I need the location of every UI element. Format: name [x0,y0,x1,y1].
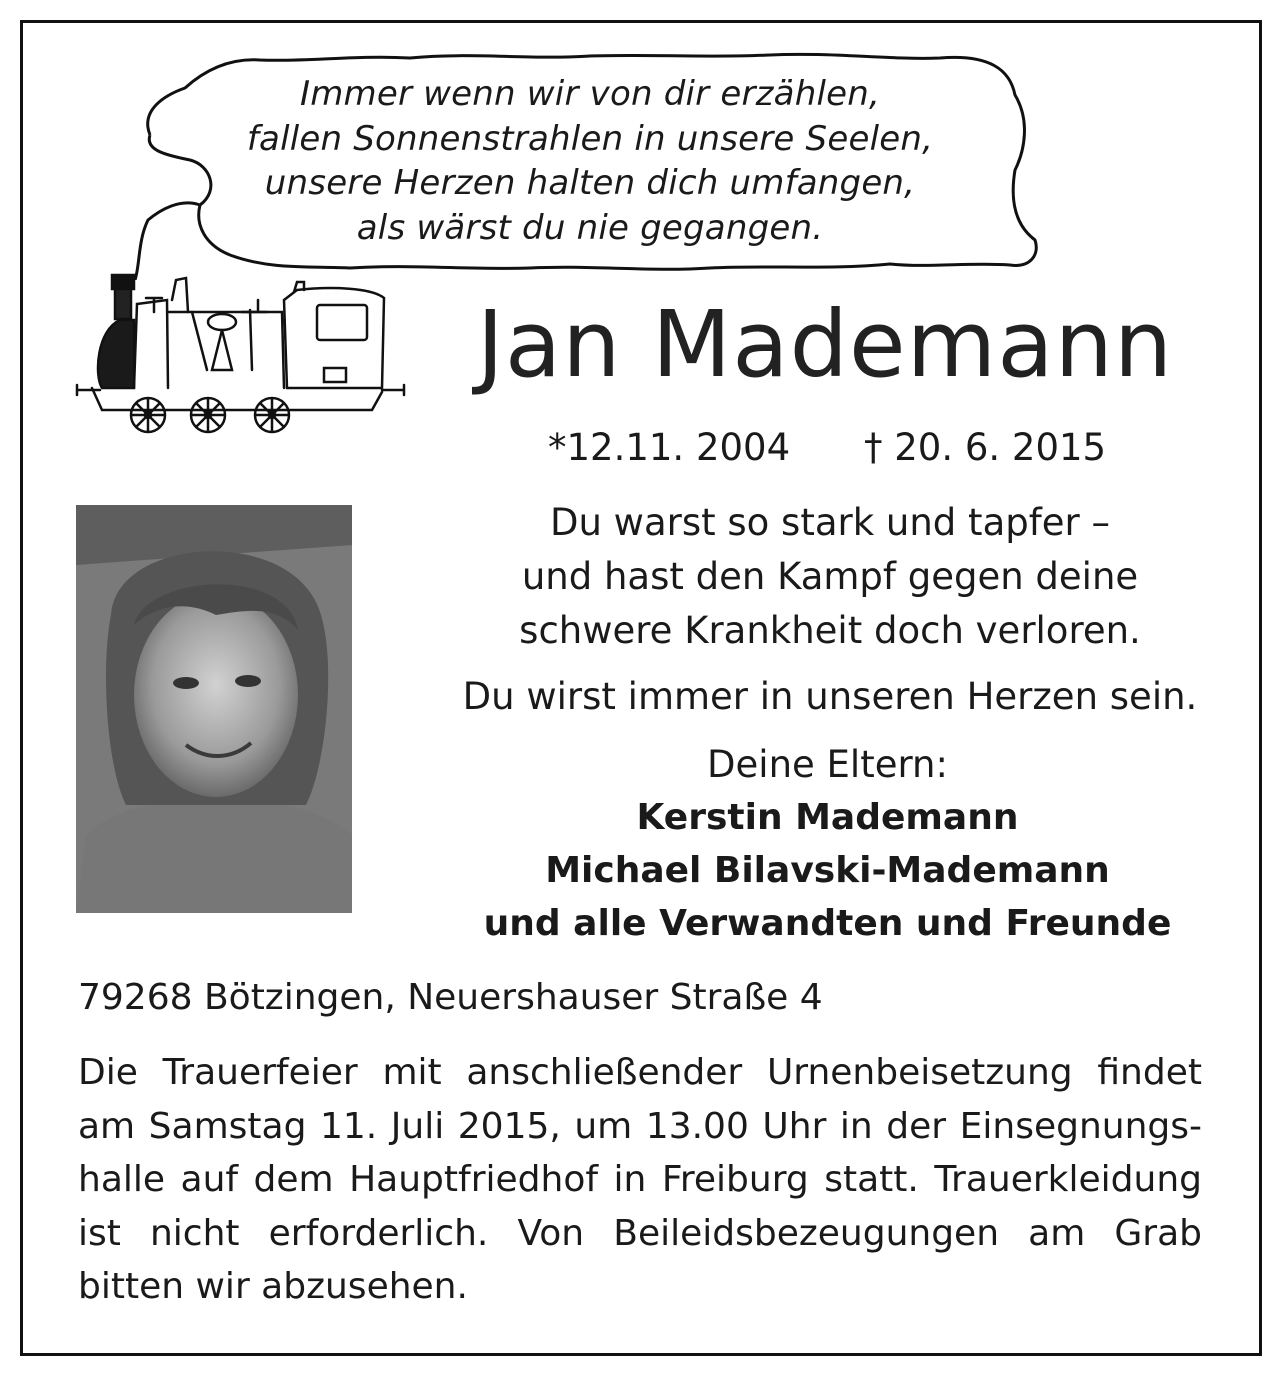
verse-line: schwere Krankheit doch verloren. [519,609,1141,652]
notice-line: Die Trauerfeier mit anschließender Urnenbeisetzung findet [78,1052,1202,1093]
verse [430,496,1230,658]
notice-line: halle auf dem Hauptfriedhof in Freiburg statt. Trauerkleidung [78,1159,1202,1200]
family-signature [430,738,1225,950]
family-name: Michael Bilavski-Mademann [545,850,1110,891]
notice-line: ist nicht erforderlich. Von Beileidsbezeugungen am Grab [78,1212,1202,1254]
verse-line: Du warst so stark und tapfer – [549,501,1110,544]
death-date: † 20. 6. 2015 [864,426,1107,469]
chimney [115,289,131,319]
family-name: und alle Verwandten und Freunde [483,903,1172,944]
quote-line: unsere Herzen halten dich umfangen, [264,163,916,203]
dome [208,314,236,330]
portrait-photo [76,505,352,913]
boiler-details [146,278,232,370]
verse-line: und hast den Kampf gegen deine [521,555,1139,598]
funeral-notice [78,1046,1202,1314]
pipe [242,300,267,370]
address: 79268 Bötzingen, Neuershauser Straße 4 [78,977,823,1018]
deceased-name: Jan Mademann [476,291,1174,398]
train-drawing [72,270,412,444]
notice-line: am Samstag 11. Juli 2015, um 13.00 Uhr in der Einsegnungs- [78,1105,1202,1147]
boiler-front [98,320,134,388]
wheels [131,398,289,432]
quote-line: als wärst du nie gegangen. [356,207,824,248]
cab-window [317,305,367,340]
cab [284,288,384,388]
quote-text [170,72,1010,250]
cab-door [324,368,346,382]
notice-line: bitten wir abzusehen. [78,1266,468,1307]
chimney-top [112,275,134,289]
family-name: Kerstin Mademann [636,797,1019,838]
birth-date: *12.11. 2004 [548,426,791,469]
quote-line: fallen Sonnenstrahlen in unsere Seelen, [246,118,934,159]
closing-line: Du wirst immer in unseren Herzen sein. [462,675,1198,718]
family-intro: Deine Eltern: [707,743,948,786]
quote-line: Immer wenn wir von dir erzählen, [300,74,880,114]
